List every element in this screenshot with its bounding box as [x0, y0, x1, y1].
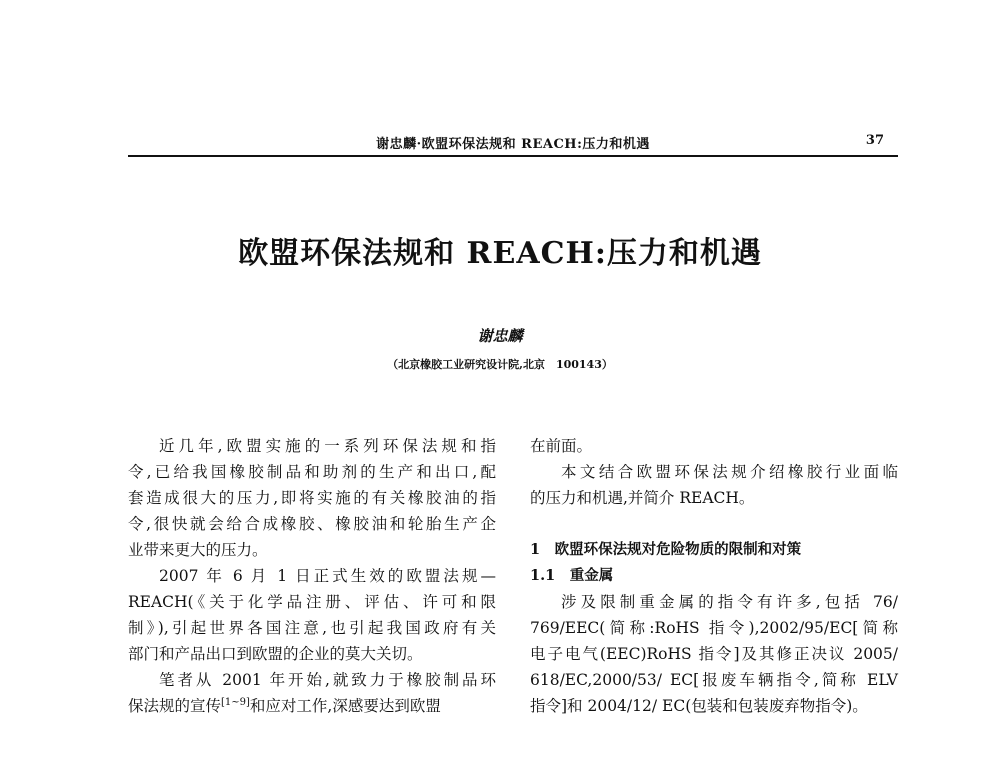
article-title: 欧盟环保法规和 REACH:压力和机遇 [238, 236, 762, 271]
body-line [128, 693, 496, 719]
article-author: 谢忠麟 [477, 327, 523, 345]
right-column [530, 433, 898, 719]
section-heading: 1 欧盟环保法规对危险物质的限制和对策 [530, 541, 802, 558]
body-line: 业带来更大的压力。 [128, 541, 268, 559]
body-text: 保法规的宣传 [128, 697, 222, 715]
body-line: 部门和产品出口到欧盟的企业的莫大关切。 [128, 645, 423, 663]
body-line: 涉及限制重金属的指令有许多,包括 76/ [561, 593, 898, 611]
spacer [530, 511, 898, 537]
body-line: 令,已给我国橡胶制品和助剂的生产和出口,配 [128, 463, 496, 481]
running-head [128, 133, 898, 157]
body-line: 本文结合欧盟环保法规介绍橡胶行业面临 [561, 463, 898, 481]
body-line: 的压力和机遇,并简介 REACH。 [530, 489, 755, 507]
body-line: 近几年,欧盟实施的一系列环保法规和指 [159, 437, 496, 455]
page-number: 37 [865, 133, 884, 148]
subsection-heading: 1.1 重金属 [530, 567, 614, 584]
body-line: 769/EEC(简称:RoHS 指令),2002/95/EC[简称 [530, 619, 898, 637]
body-line: 笔者从 2001 年开始,就致力于橡胶制品环 [159, 671, 496, 689]
running-head-title: 谢忠麟·欧盟环保法规和 REACH:压力和机遇 [376, 137, 650, 152]
body-line: REACH(《关于化学品注册、评估、许可和限 [128, 593, 496, 611]
body-line: 618/EC,2000/53/ EC[报废车辆指令,简称 ELV [530, 671, 898, 689]
body-line: 制》),引起世界各国注意,也引起我国政府有关 [128, 619, 496, 637]
body-line: 令,很快就会给合成橡胶、橡胶油和轮胎生产企 [128, 515, 496, 533]
body-line: 电子电气(EEC)RoHS 指令]及其修正决议 2005/ [530, 645, 898, 663]
body-line: 2007 年 6 月 1 日正式生效的欧盟法规— [159, 567, 496, 585]
body-line: 套造成很大的压力,即将实施的有关橡胶油的指 [128, 489, 496, 507]
body-line: 指令]和 2004/12/ EC(包装和包装废弃物指令)。 [530, 697, 868, 715]
body-line: 在前面。 [530, 437, 593, 455]
author-affiliation: （北京橡胶工业研究设计院,北京 100143） [387, 358, 613, 371]
citation-reference: [1~9] [221, 696, 250, 708]
left-column [128, 433, 496, 719]
body-text: 和应对工作,深感要达到欧盟 [249, 697, 441, 715]
